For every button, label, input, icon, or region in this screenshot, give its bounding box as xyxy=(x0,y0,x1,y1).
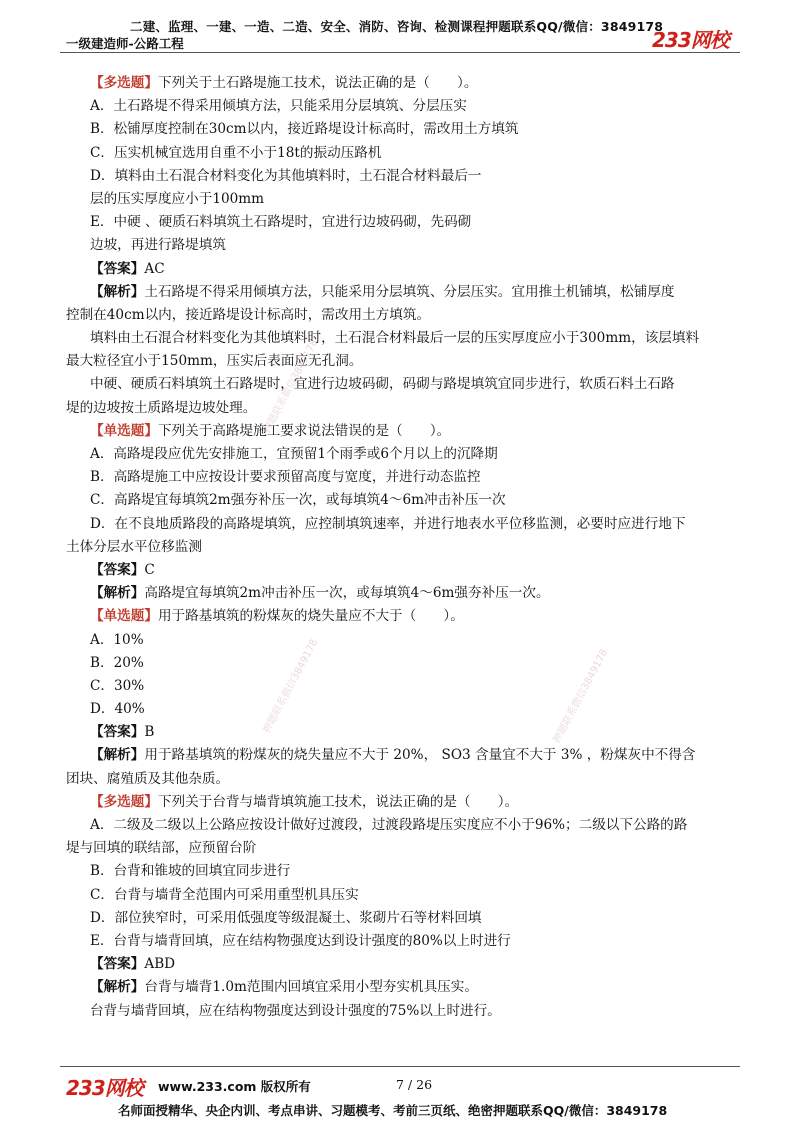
analysis-line: 填料由土石混合材料变化为其他填料时，土石混合材料最后一层的压实厚度应小于300mm，该层填料 xyxy=(90,330,700,347)
answer-line: 【答案】B xyxy=(90,724,155,741)
option-continued: 边坡，再进行路堤填筑 xyxy=(90,237,226,254)
option: A．10% xyxy=(90,631,144,648)
option: D．部位狭窄时，可采用低强度等级混凝土、浆砌片石等材料回填 xyxy=(90,909,482,926)
option-continued: 层的压实厚度应小于100mm xyxy=(90,190,265,207)
analysis-line: 堤的边坡按土质路堤边坡处理。 xyxy=(66,399,257,416)
question-type-tag: 【多选题】 xyxy=(90,793,158,810)
footer-divider xyxy=(60,1066,740,1067)
option: D．在不良地质路段的高路堤填筑，应控制填筑速率，并进行地表水平位移监测，必要时应进行地下 xyxy=(90,515,686,532)
answer-line: 【答案】ABD xyxy=(90,956,176,973)
answer-value: ABD xyxy=(144,956,176,973)
analysis-line: 【解析】台背与墙背1.0m范围内回填宜采用小型夯实机具压实。 xyxy=(90,979,478,996)
question-stem: 【多选题】下列关于土石路堤施工技术，说法正确的是（ ）。 xyxy=(90,75,478,91)
option: C．30% xyxy=(90,677,145,694)
option: E．台背与墙背回填，应在结构物强度达到设计强度的80%以上时进行 xyxy=(90,932,511,949)
brand-logo: 233网校 xyxy=(652,28,729,52)
watermark: 押题联系微信3849178 xyxy=(261,637,321,736)
option: C．台背与墙背全范围内可采用重型机具压实 xyxy=(90,886,359,903)
footer-site[interactable]: www.233.com 版权所有 xyxy=(158,1079,311,1094)
option: B．台背和锥坡的回填宜同步进行 xyxy=(90,863,291,880)
option: A．高路堤段应优先安排施工，宜预留1个雨季或6个月以上的沉降期 xyxy=(90,446,498,462)
analysis-line: 控制在40cm以内，接近路堤设计标高时，需改用土方填筑。 xyxy=(66,306,431,323)
option: C．压实机械宜选用自重不小于18t的振动压路机 xyxy=(90,144,382,161)
option: E．中硬 、硬质石料填筑土石路堤时，宜进行边坡码砌，先码砌 xyxy=(90,214,472,231)
answer-value: C xyxy=(144,561,155,578)
answer-line: 【答案】C xyxy=(90,561,155,578)
analysis-line: 【解析】高路堤宜每填筑2m冲击补压一次，或每填筑4～6m强夯补压一次。 xyxy=(90,585,550,602)
option: A．土石路堤不得采用倾填方法，只能采用分层填筑、分层压实 xyxy=(90,98,467,115)
answer-value: B xyxy=(144,724,155,741)
option: B．20% xyxy=(90,654,144,671)
question-type-tag: 【单选题】 xyxy=(90,422,158,439)
option-continued: 堤与回填的联结部，应预留台阶 xyxy=(66,840,257,857)
option: B．高路堤施工中应按设计要求预留高度与宽度，并进行动态监控 xyxy=(90,469,481,486)
option: C．高路堤宜每填筑2m强夯补压一次，或每填筑4～6m冲击补压一次 xyxy=(90,492,506,509)
option: A．二级及二级以上公路应按设计做好过渡段，过渡段路堤压实度应不小于96%；二级以下公路的路 xyxy=(90,817,688,833)
watermark: 押题联系微信3849178 xyxy=(261,337,321,436)
analysis-line: 【解析】土石路堤不得采用倾填方法，只能采用分层填筑、分层压实。宜用推土机铺填，松铺厚度 xyxy=(90,283,675,300)
question-type-tag: 【多选题】 xyxy=(90,75,158,91)
answer-line: 【答案】AC xyxy=(90,260,165,277)
analysis-line: 台背与墙背回填，应在结构物强度达到设计强度的75%以上时进行。 xyxy=(90,1002,501,1019)
page-number: 7 / 26 xyxy=(396,1077,433,1092)
option: D．40% xyxy=(90,701,145,718)
analysis-line: 中硬、硬质石料填筑土石路堤时，宜进行边坡码砌，码砌与路堤填筑宜同步进行，软质石料土石路 xyxy=(90,376,675,393)
header-contact-line: 二建、监理、一建、一造、二造、安全、消防、咨询、检测课程押题联系QQ/微信：3849178 xyxy=(130,19,664,34)
watermark: 押题联系微信3849178 xyxy=(551,647,611,746)
option: B．松铺厚度控制在30cm以内，接近路堤设计标高时，需改用土方填筑 xyxy=(90,121,519,138)
option-continued: 土体分层水平位移监测 xyxy=(66,538,202,555)
question-stem: 【单选题】下列关于高路堤施工要求说法错误的是（ ）。 xyxy=(90,422,451,439)
question-stem: 【多选题】下列关于台背与墙背填筑施工技术，说法正确的是（ ）。 xyxy=(90,793,519,810)
footer-promo-line: 名师面授精华、央企内训、考点串讲、习题模考、考前三页纸、绝密押题联系QQ/微信：3849178 xyxy=(118,1103,668,1118)
question-type-tag: 【单选题】 xyxy=(90,608,158,625)
question-stem: 【单选题】用于路基填筑的粉煤灰的烧失量应不大于（ ）。 xyxy=(90,608,464,625)
question-content xyxy=(66,72,746,1023)
analysis-line: 最大粒径宜小于150mm，压实后表面应无孔洞。 xyxy=(66,353,363,370)
header-divider xyxy=(60,52,740,53)
analysis-line: 【解析】用于路基填筑的粉煤灰的烧失量应不大于 20%， SO3 含量宜不大于 3% ，粉煤灰中不得含 xyxy=(90,747,696,764)
footer-logo: 233网校 xyxy=(66,1076,143,1100)
analysis-line: 团块、腐殖质及其他杂质。 xyxy=(66,770,230,787)
option: D．填料由土石混合材料变化为其他填料时，土石混合材料最后一 xyxy=(90,167,482,184)
answer-value: AC xyxy=(144,260,165,277)
document-subtitle: 一级建造师-公路工程 xyxy=(66,36,184,51)
